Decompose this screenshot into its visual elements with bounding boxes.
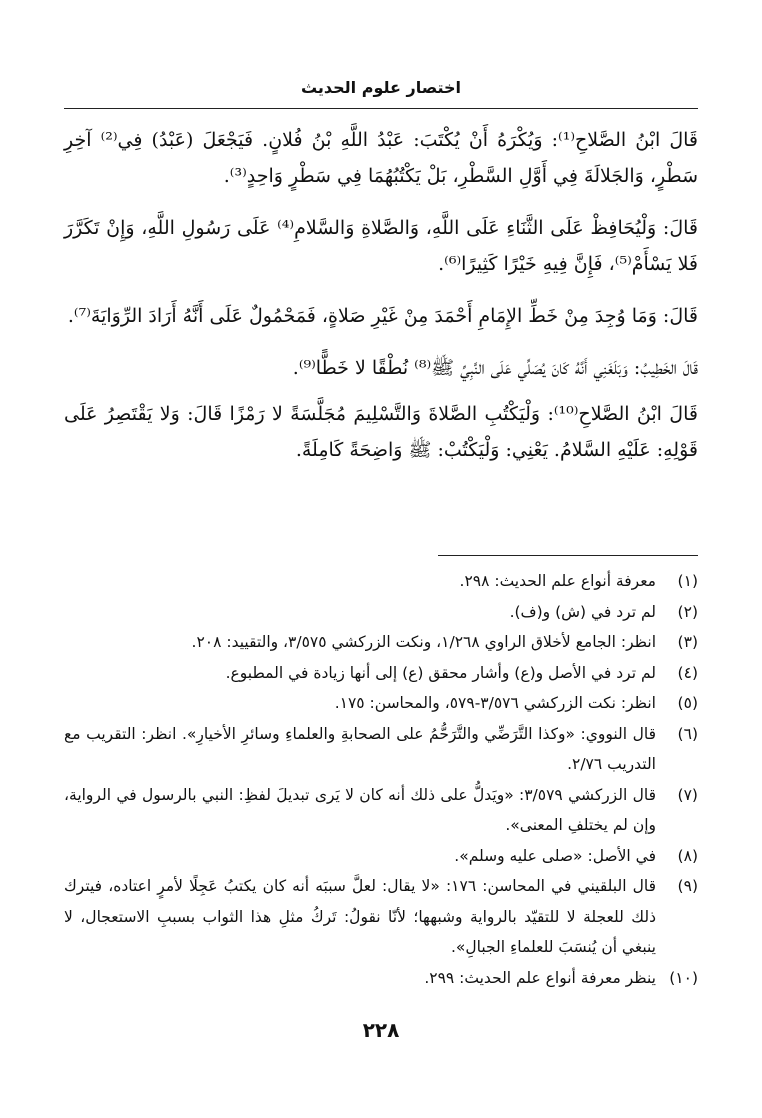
footnote-number: (٤): [677, 663, 698, 682]
page-number: ٢٢٨: [362, 1018, 400, 1042]
footnote-text: ينظر معرفة أنواع علم الحديث: ٢٩٩.: [424, 968, 656, 987]
footnote-text: قال الزركشي ٣/٥٧٩: «ويَدلُّ على ذلك أنه كان لا يَرى تبديلَ لفظِ: النبي بالرسول في الرواية، وإن لم يختلفِ المعنى».: [64, 785, 656, 834]
paragraph-khatib: قَالَ الخَطِيبُ: وَبَلَغَنِي أَنَّهُ كَانَ يُصَلِّي عَلَى النَّبِيِّ ﷺ⁽⁸⁾ نُطْقًا لا خَطًّا⁽⁹⁾.: [292, 357, 698, 379]
paragraph-ibn-salah-1: قَالَ ابْنُ الصَّلاحِ⁽¹⁾: وَيُكْرَهُ أَنْ يُكْتَبَ: عَبْدُ اللَّهِ بْنُ فُلانٍ. فَيَجْعَلَ (عَبْدُ) فِي⁽²⁾ آخِرِ سَطْرٍ، وَالجَلالَةَ فِي أَوَّلِ السَّطْرِ، بَلْ يَكْتُبُهُمَا فِي سَطْرٍ وَاحِدٍ⁽³⁾.: [64, 129, 698, 187]
footnote: [64, 871, 698, 963]
footnote-number: (٧): [677, 785, 698, 804]
footnote-number: (٥): [677, 694, 698, 712]
book-title: اختصار علوم الحديث: [300, 78, 462, 97]
header-rule: [64, 108, 698, 109]
footnote-text: في الأصل: «صلى عليه وسلم».: [454, 846, 656, 865]
footnote: [64, 688, 698, 719]
footnote-text: انظر: الجامع لأخلاق الراوي ١/٢٦٨، ونكت الزركشي ٣/٥٧٥، والتقييد: ٢٠٨.: [191, 633, 656, 651]
paragraph-ibn-salah-2: قَالَ ابْنُ الصَّلاحِ⁽¹⁰⁾: وَلْيَكْتُبِ الصَّلاةَ وَالتَّسْلِيمَ مُجَلَّسَةً لا رَمْزًا قَالَ: وَلا يَقْتَصِرُ عَلَى قَوْلِهِ: عَلَيْهِ السَّلامُ. يَعْنِي: وَلْيَكْتُبْ: ﷺ وَاضِحَةً كَامِلَةً.: [64, 403, 698, 461]
footnote-number: (٨): [677, 846, 698, 865]
footnote-number: (٣): [677, 633, 698, 651]
footnote: [64, 780, 698, 841]
paragraph-imam-ahmad: قَالَ: وَمَا وُجِدَ مِنْ خَطِّ الإِمَامِ أَحْمَدَ مِنْ غَيْرِ صَلاةٍ، فَمَحْمُولٌ عَلَى أَنَّهُ أَرَادَ الرِّوَايَةَ⁽⁷⁾.: [67, 305, 698, 327]
footnote: [64, 566, 698, 597]
footnote: [64, 627, 698, 658]
footnote-rule: [438, 555, 698, 556]
footnote-number: (١٠): [669, 968, 698, 987]
footnote-text: قال النووي: «وكذا التَّرَضِّي والتَّرَحُّمُ على الصحابةِ والعلماءِ وسائرِ الأخيارِ». انظر: التقريب مع التدريب ٢/٧٦.: [64, 724, 656, 773]
footnote: [64, 658, 698, 689]
footnote-text: قال البلقيني في المحاسن: ١٧٦: «لا يقال: لعلَّ سببَه أنه كان يكتبُ عَجِلًا لأمرٍ اعتاده، فيترك ذلك للعجلة لا للتقيّد بالرواية وشبهها؛ لأنّا نقولُ: تَركُ مثلِ هذا الثواب بسببِ الاستعجال، لا ينبغي أن يُنسَبَ للعلماءِ الجبالِ».: [64, 877, 656, 956]
footnote-number: (١): [677, 572, 698, 590]
footnote-number: (٢): [677, 602, 698, 621]
paragraph-thana: قَالَ: وَلْيُحَافِظْ عَلَى الثَّنَاءِ عَلَى اللَّهِ، وَالصَّلاةِ وَالسَّلامِ⁽⁴⁾ عَلَى رَسُولِ اللَّهِ، وَإِنْ تَكَرَّرَ فَلا يَسْأَمْ⁽⁵⁾، فَإِنَّ فِيهِ خَيْرًا كَثِيرًا⁽⁶⁾.: [64, 217, 698, 275]
footnote: [64, 963, 698, 994]
footnote-number: (٦): [677, 724, 698, 743]
footnotes: [64, 566, 698, 993]
main-text: [64, 122, 698, 484]
footnote-number: (٩): [677, 877, 698, 895]
footnote: [64, 597, 698, 628]
footnote: [64, 719, 698, 780]
footnote-text: لم ترد في الأصل و(ع) وأشار محقق (ع) إلى أنها زيادة في المطبوع.: [225, 663, 656, 682]
footnote: [64, 841, 698, 872]
footnote-text: لم ترد في (ش) و(ف).: [509, 602, 656, 621]
footnote-text: انظر: نكت الزركشي ٣/٥٧٦-٥٧٩، والمحاسن: ١٧٥.: [334, 694, 656, 712]
footnote-text: معرفة أنواع علم الحديث: ٢٩٨.: [459, 572, 656, 590]
running-header: [64, 78, 698, 97]
